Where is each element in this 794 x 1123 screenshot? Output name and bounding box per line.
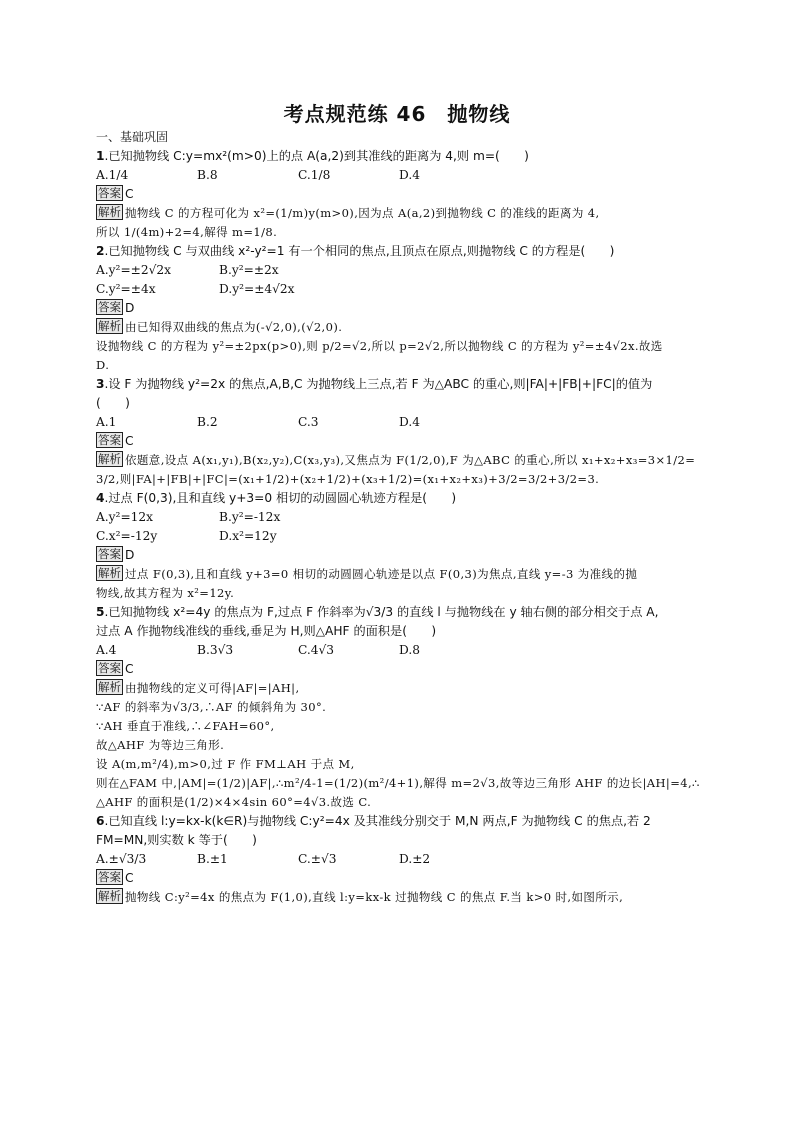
option-a: A.y²=±2√2x <box>96 263 172 277</box>
question-stem: .已知抛物线 x²=4y 的焦点为 F,过点 F 作斜率为√3/3 的直线 l 与抛物线在 y 轴右侧的部分相交于点 A, <box>104 605 659 619</box>
option-b: B.y²=±2x <box>219 263 279 277</box>
question-3 <box>96 375 700 489</box>
exercise-content <box>96 128 700 907</box>
analysis-line: △AHF 的面积是(1/2)×4×4sin 60°=4√3.故选 C. <box>96 795 372 809</box>
option-c: C.x²=-12y <box>96 529 158 543</box>
analysis-line: 所以 1/(4m)+2=4,解得 m=1/8. <box>96 225 278 239</box>
option-d: D.±2 <box>399 852 431 866</box>
analysis-line: 抛物线 C:y²=4x 的焦点为 F(1,0),直线 l:y=kx-k 过抛物线 C 的焦点 F.当 k>0 时,如图所示, <box>125 890 624 904</box>
analysis-line: D. <box>96 358 110 372</box>
option-c: C.±√3 <box>298 852 337 866</box>
option-a: A.4 <box>96 643 117 657</box>
question-stem: .已知抛物线 C 与双曲线 x²-y²=1 有一个相同的焦点,且顶点在原点,则抛物线 C 的方程是( ) <box>104 244 615 258</box>
question-stem: ( ) <box>96 396 130 410</box>
option-a: A.1 <box>96 415 117 429</box>
answer-value: C <box>125 662 134 676</box>
option-d: D.y²=±4√2x <box>219 282 295 296</box>
question-number: 6 <box>96 814 105 828</box>
question-stem: 过点 A 作抛物线准线的垂线,垂足为 H,则△AHF 的面积是( ) <box>96 624 437 638</box>
answer-value: C <box>125 871 134 885</box>
option-b: B.y²=-12x <box>219 510 281 524</box>
options <box>96 166 700 185</box>
analysis-tag: 解析 <box>98 205 121 219</box>
question-stem: .已知直线 l:y=kx-k(k∈R)与抛物线 C:y²=4x 及其准线分别交于 M,N 两点,F 为抛物线 C 的焦点,若 2 <box>104 814 651 828</box>
answer-tag: 答案 <box>98 433 121 447</box>
question-1 <box>96 147 700 242</box>
analysis-line: 物线,故其方程为 x²=12y. <box>96 586 235 600</box>
analysis-line: 由已知得双曲线的焦点为(-√2,0),(√2,0). <box>125 320 343 334</box>
option-c: C.1/8 <box>298 168 331 182</box>
question-5 <box>96 603 700 812</box>
answer-value: C <box>125 187 134 201</box>
section-heading: 一、基础巩固 <box>96 130 169 144</box>
options <box>96 508 700 527</box>
analysis-line: 过点 F(0,3),且和直线 y+3=0 相切的动圆圆心轨迹是以点 F(0,3)为焦点,直线 y=-3 为准线的抛 <box>125 567 638 581</box>
question-number: 5 <box>96 605 105 619</box>
question-6 <box>96 812 700 907</box>
question-number: 2 <box>96 244 105 258</box>
analysis-line: 3/2,则|FA|+|FB|+|FC|=(x₁+1/2)+(x₂+1/2)+(x₃+1/2)=(x₁+x₂+x₃)+3/2=3/2+3/2=3. <box>96 472 600 486</box>
answer-tag: 答案 <box>98 186 121 200</box>
analysis-tag: 解析 <box>98 566 121 580</box>
answer-value: D <box>125 548 135 562</box>
analysis-tag: 解析 <box>98 680 121 694</box>
option-c: C.y²=±4x <box>96 282 156 296</box>
option-d: D.x²=12y <box>219 529 277 543</box>
analysis-line: ∵AH 垂直于准线,∴∠FAH=60°, <box>96 719 275 733</box>
option-d: D.8 <box>399 643 420 657</box>
question-number: 3 <box>96 377 105 391</box>
option-a: A.1/4 <box>96 168 129 182</box>
page-title: 考点规范练 46 抛物线 <box>283 102 511 126</box>
question-stem: .设 F 为抛物线 y²=2x 的焦点,A,B,C 为抛物线上三点,若 F 为△ABC 的重心,则|FA|+|FB|+|FC|的值为 <box>104 377 653 391</box>
option-c: C.4√3 <box>298 643 335 657</box>
option-d: D.4 <box>399 168 420 182</box>
answer-value: D <box>125 301 135 315</box>
answer-value: C <box>125 434 134 448</box>
analysis-tag: 解析 <box>98 319 121 333</box>
analysis-line: 抛物线 C 的方程可化为 x²=(1/m)y(m>0),因为点 A(a,2)到抛物线 C 的准线的距离为 4, <box>125 206 600 220</box>
option-c: C.3 <box>298 415 319 429</box>
option-d: D.4 <box>399 415 420 429</box>
options <box>96 280 700 299</box>
option-b: B.3√3 <box>197 643 234 657</box>
analysis-line: 由抛物线的定义可得|AF|=|AH|, <box>125 681 300 695</box>
analysis-line: 设 A(m,m²/4),m>0,过 F 作 FM⊥AH 于点 M, <box>96 757 355 771</box>
question-4 <box>96 489 700 603</box>
analysis-line: 依题意,设点 A(x₁,y₁),B(x₂,y₂),C(x₃,y₃),又焦点为 F(1/2,0),F 为△ABC 的重心,所以 x₁+x₂+x₃=3×1/2= <box>125 453 696 467</box>
option-a: A.y²=12x <box>96 510 154 524</box>
analysis-tag: 解析 <box>98 889 121 903</box>
question-stem: .已知抛物线 C:y=mx²(m>0)上的点 A(a,2)到其准线的距离为 4,则 m=( ) <box>104 149 529 163</box>
analysis-line: 设抛物线 C 的方程为 y²=±2px(p>0),则 p/2=√2,所以 p=2√2,所以抛物线 C 的方程为 y²=±4√2x.故选 <box>96 339 663 353</box>
options <box>96 261 700 280</box>
option-b: B.2 <box>197 415 218 429</box>
question-stem: FM=MN,则实数 k 等于( ) <box>96 833 257 847</box>
question-stem: .过点 F(0,3),且和直线 y+3=0 相切的动圆圆心轨迹方程是( ) <box>104 491 457 505</box>
question-number: 4 <box>96 491 105 505</box>
answer-tag: 答案 <box>98 870 121 884</box>
options <box>96 641 700 660</box>
analysis-line: 故△AHF 为等边三角形. <box>96 738 225 752</box>
options <box>96 413 700 432</box>
analysis-line: ∵AF 的斜率为√3/3,∴AF 的倾斜角为 30°. <box>96 700 327 714</box>
options <box>96 527 700 546</box>
analysis-tag: 解析 <box>98 452 121 466</box>
question-number: 1 <box>96 149 105 163</box>
question-2 <box>96 242 700 375</box>
answer-tag: 答案 <box>98 547 121 561</box>
options <box>96 850 700 869</box>
option-a: A.±√3/3 <box>96 852 147 866</box>
answer-tag: 答案 <box>98 661 121 675</box>
option-b: B.±1 <box>197 852 228 866</box>
answer-tag: 答案 <box>98 300 121 314</box>
option-b: B.8 <box>197 168 218 182</box>
analysis-line: 则在△FAM 中,|AM|=(1/2)|AF|,∴m²/4-1=(1/2)(m²/4+1),解得 m=2√3,故等边三角形 AHF 的边长|AH|=4,∴ <box>96 776 700 790</box>
